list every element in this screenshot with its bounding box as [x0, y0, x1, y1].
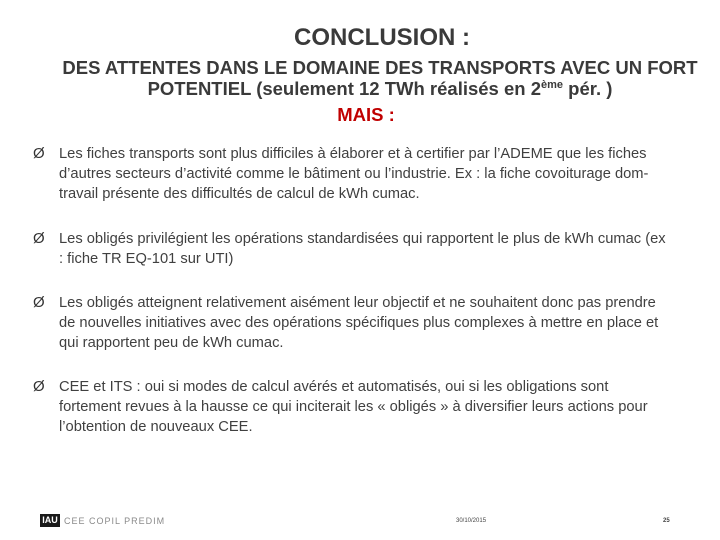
- bullet-item: [33, 144, 673, 204]
- footer-label: CEE COPIL PREDIM: [64, 516, 166, 526]
- slide-subtitle: [40, 57, 720, 99]
- mais-heading: MAIS :: [337, 104, 395, 125]
- bullet-item: [33, 293, 673, 353]
- iau-logo: IAU: [40, 514, 60, 527]
- subtitle-superscript: ème: [541, 79, 564, 91]
- subtitle-text: DES ATTENTES DANS LE DOMAINE DES TRANSPORTS AVEC UN FORT POTENTIEL (seulement 12 TWh réalisés en 2: [62, 57, 698, 99]
- arrow-bullet-icon: Ø: [33, 294, 45, 311]
- page-number: 25: [663, 518, 670, 524]
- bullet-text: CEE et ITS : oui si modes de calcul avérés et automatisés, oui si les obligations sont fortement revues à la hausse ce qui inciterait les « obligés » à diversifier leurs actions pour l’obtention de nouveaux CEE.: [59, 379, 648, 435]
- bullet-text: Les obligés privilégient les opérations standardisées qui rapportent le plus de kWh cumac (ex : fiche TR EQ-101 sur UTI): [59, 231, 666, 267]
- arrow-bullet-icon: Ø: [33, 145, 45, 162]
- bullet-text: Les obligés atteignent relativement aisément leur objectif et ne souhaitent donc pas prendre de nouvelles initiatives avec des opérations spécifiques plus complexes à mettre en place et qui rapportent peu de kWh cumac.: [59, 295, 659, 351]
- slide-title: CONCLUSION :: [294, 24, 470, 51]
- subtitle-text-end: pér. ): [563, 78, 613, 99]
- bullet-item: [33, 229, 673, 269]
- footer-date: 30/10/2015: [456, 518, 487, 524]
- arrow-bullet-icon: Ø: [33, 378, 45, 395]
- bullet-item: [33, 377, 673, 437]
- arrow-bullet-icon: Ø: [33, 230, 45, 247]
- bullet-text: Les fiches transports sont plus difficiles à élaborer et à certifier par l’ADEME que les fiches d’autres secteurs d’activité comme le bâtiment ou l’industrie. Ex : la fiche covoiturage dom-travail présente des difficultés de calcul de kWh cumac.: [59, 146, 649, 202]
